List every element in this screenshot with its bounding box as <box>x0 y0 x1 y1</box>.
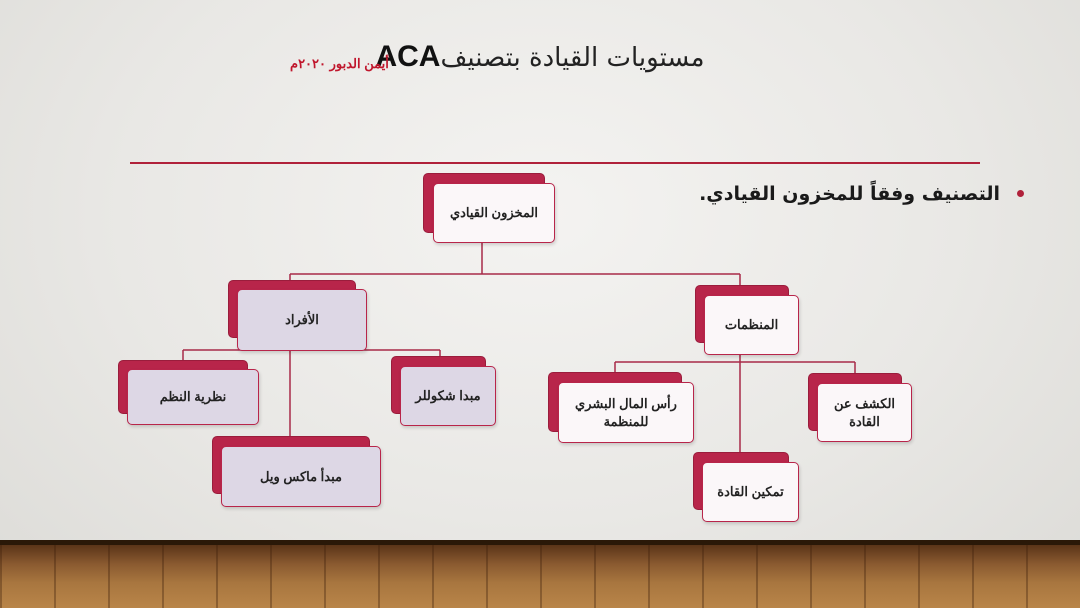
node-organizations-label: المنظمات <box>704 295 799 355</box>
node-human-capital-label: رأس المال البشري للمنظمة <box>558 382 694 443</box>
author-credit: أيمن الدبور ٢٠٢٠م <box>290 56 389 71</box>
node-root-label: المخزون القيادي <box>433 183 555 243</box>
node-root <box>423 173 555 244</box>
node-individuals <box>228 280 367 352</box>
node-individuals-label: الأفراد <box>237 289 367 351</box>
wood-floor <box>0 545 1080 608</box>
node-principle-maxwell <box>212 436 381 507</box>
node-human-capital <box>548 372 694 444</box>
title-text: مستويات القيادة بتصنيف <box>440 43 705 73</box>
title-acronym: ACA <box>375 40 441 73</box>
node-empower-leaders <box>693 452 799 522</box>
node-principle-shcholler-label: مبدا شكوللر <box>400 366 496 426</box>
node-systems-theory-label: نظرية النظم <box>127 369 259 425</box>
bullet-text: التصنيف وفقاً للمخزون القيادي. <box>699 183 1000 205</box>
node-organizations <box>695 285 799 355</box>
node-discover-leaders-label: الكشف عن القادة <box>817 383 912 442</box>
node-discover-leaders <box>808 373 912 443</box>
node-empower-leaders-label: تمكين القادة <box>702 462 799 522</box>
node-principle-maxwell-label: مبدأ ماكس ويل <box>221 446 381 507</box>
node-systems-theory <box>118 360 259 425</box>
node-principle-shcholler <box>391 356 496 426</box>
